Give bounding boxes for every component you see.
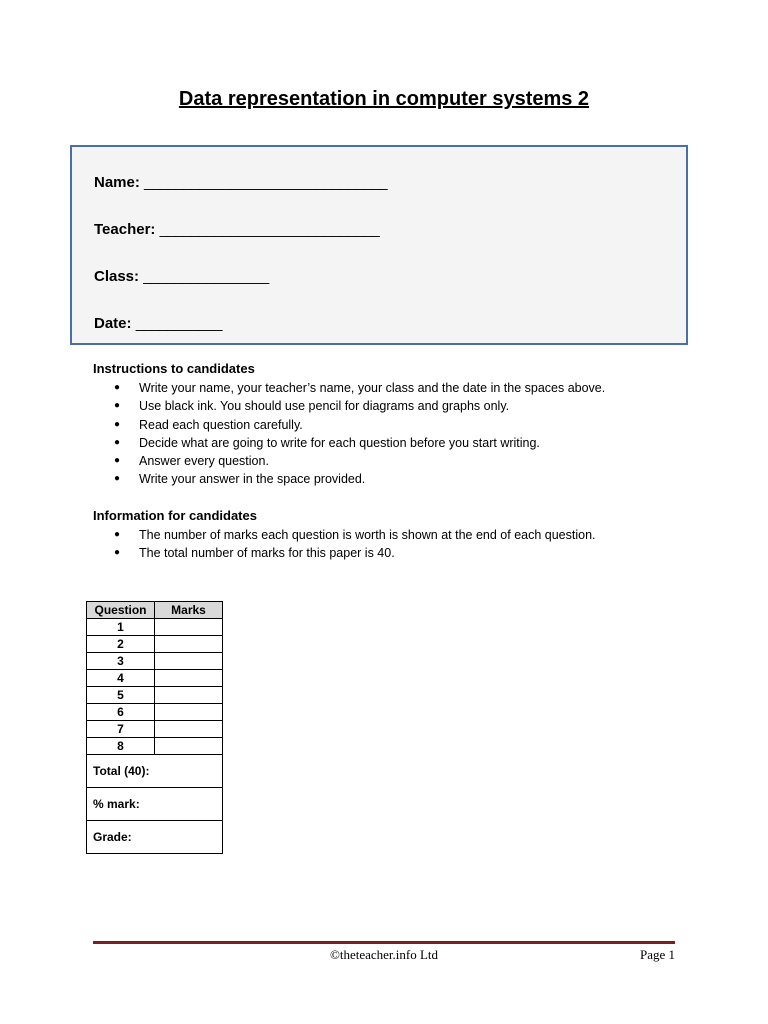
- page-number: Page 1: [639, 947, 675, 962]
- teacher-field[interactable]: [94, 221, 379, 238]
- teacher-label: Teacher:: [94, 221, 156, 238]
- instructions-heading: Instructions to candidates: [93, 361, 255, 376]
- table-row: [87, 619, 223, 636]
- table-row: [87, 670, 223, 687]
- name-line[interactable]: _______________________________: [144, 174, 388, 191]
- percent-row: [87, 788, 223, 821]
- date-line[interactable]: ___________: [135, 315, 222, 332]
- table-row: [87, 704, 223, 721]
- page-title: Data representation in computer systems 2: [178, 88, 590, 110]
- table-row: [87, 738, 223, 755]
- marks-cell[interactable]: [155, 721, 223, 738]
- name-field[interactable]: [94, 174, 387, 191]
- date-label: Date:: [94, 315, 132, 332]
- percent-mark-cell[interactable]: % mark:: [87, 788, 223, 821]
- question-column-header: Question: [87, 602, 155, 619]
- marks-cell[interactable]: [155, 636, 223, 653]
- question-number: 3: [87, 653, 155, 670]
- total-row: [87, 755, 223, 788]
- copyright-text: ©theteacher.info Ltd: [329, 947, 439, 962]
- list-item: ● Read each question carefully.: [93, 416, 605, 434]
- teacher-line[interactable]: ____________________________: [159, 221, 380, 238]
- class-label: Class:: [94, 268, 140, 285]
- name-label: Name:: [94, 174, 140, 191]
- question-number: 4: [87, 670, 155, 687]
- marks-table: [86, 601, 223, 854]
- class-line[interactable]: ________________: [143, 268, 269, 285]
- class-field[interactable]: [94, 268, 269, 285]
- question-number: 1: [87, 619, 155, 636]
- list-item: ● The total number of marks for this paper is 40.: [93, 544, 596, 562]
- table-row: [87, 687, 223, 704]
- question-number: 7: [87, 721, 155, 738]
- total-cell[interactable]: Total (40):: [87, 755, 223, 788]
- marks-column-header: Marks: [155, 602, 223, 619]
- date-field[interactable]: [94, 315, 222, 332]
- footer-divider: [93, 941, 675, 944]
- instructions-list: [93, 379, 605, 489]
- information-list: [93, 526, 596, 563]
- list-item: ● Answer every question.: [93, 452, 605, 470]
- marks-cell[interactable]: [155, 653, 223, 670]
- table-row: [87, 653, 223, 670]
- table-row: [87, 636, 223, 653]
- marks-cell[interactable]: [155, 687, 223, 704]
- table-row: [87, 721, 223, 738]
- marks-cell[interactable]: [155, 738, 223, 755]
- information-heading: Information for candidates: [93, 508, 257, 523]
- table-header-row: [87, 602, 223, 619]
- list-item: ● The number of marks each question is worth is shown at the end of each question.: [93, 526, 596, 544]
- list-item: ● Write your name, your teacher’s name, your class and the date in the spaces above.: [93, 379, 605, 397]
- marks-cell[interactable]: [155, 619, 223, 636]
- question-number: 2: [87, 636, 155, 653]
- student-details-box: [70, 145, 688, 345]
- question-number: 5: [87, 687, 155, 704]
- question-number: 6: [87, 704, 155, 721]
- list-item: ● Use black ink. You should use pencil for diagrams and graphs only.: [93, 397, 605, 415]
- list-item: ● Write your answer in the space provided.: [93, 470, 605, 488]
- grade-row: [87, 821, 223, 854]
- marks-cell[interactable]: [155, 670, 223, 687]
- grade-cell[interactable]: Grade:: [87, 821, 223, 854]
- question-number: 8: [87, 738, 155, 755]
- list-item: ● Decide what are going to write for each question before you start writing.: [93, 434, 605, 452]
- marks-cell[interactable]: [155, 704, 223, 721]
